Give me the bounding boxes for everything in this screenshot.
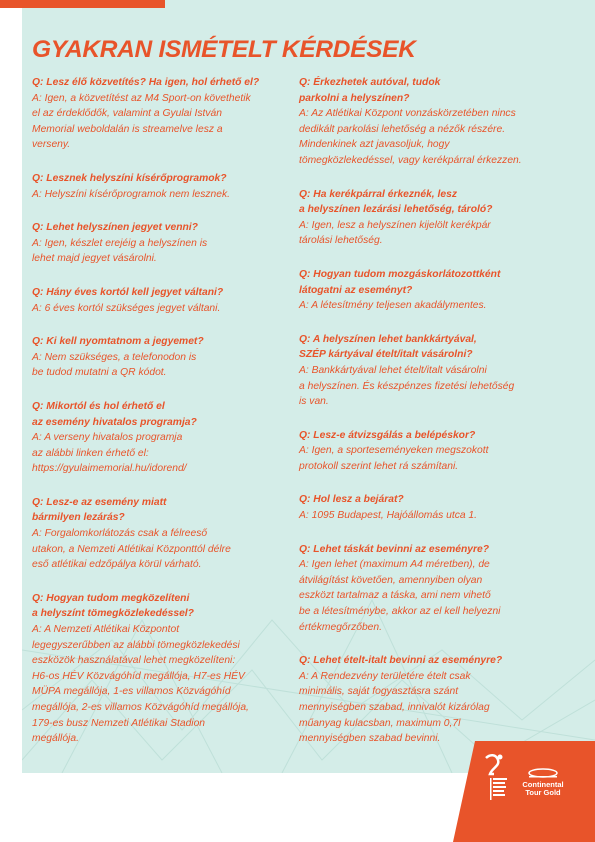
faq-question: Q: Ha kerékpárral érkeznék, lesz a helyszínen lezárási lehetőség, tároló?	[299, 188, 493, 216]
faq-answer: A: Igen lehet (maximum A4 méretben), de átvilágítást követően, amennyiben olyan eszközt tartalmaz a táska, ami nem vihető be a létesítménybe, akkor az el kell helyezni értékmegőrzőben.	[299, 559, 501, 633]
faq-question: Q: Lesznek helyszíni kísérőprogramok?	[32, 172, 227, 184]
faq-question: Q: Lesz-e az esemény miatt bármilyen lezárás?	[32, 496, 167, 524]
faq-column-right	[299, 75, 561, 765]
faq-answer: A: Az Atlétikai Központ vonzáskörzetében nincs dedikált parkolási lehetőség a nézők részére. Mindenkinek azt javasoljuk, hogy tömegközlekedéssel, vagy kerékpárral érkezzen.	[299, 108, 522, 166]
faq-answer: A: 1095 Budapest, Hajóállomás utca 1.	[299, 510, 478, 522]
page-title: GYAKRAN ISMÉTELT KÉRDÉSEK	[32, 36, 416, 63]
faq-answer: A: A Nemzeti Atlétikai Központot legegyszerűbben az alábbi tömegközlekedési eszközök használatával lehet megközelíteni: H6-os HÉV Közvágóhíd megállója, H7-es HÉV MÜPA megállója, 1-es villamos Közvágóhíd megállója, 2-es villamos Közvágóhíd megállója, 179-es busz Nemzeti Atlétikai Stadion megállója.	[32, 624, 249, 745]
faq-item	[32, 495, 294, 573]
faq-item	[299, 542, 561, 636]
faq-item	[299, 75, 561, 169]
faq-item	[32, 334, 294, 381]
faq-question: Q: Érkezhetek autóval, tudok parkolni a helyszínen?	[299, 77, 441, 104]
faq-column-left	[32, 75, 294, 765]
faq-question: Q: Lesz-e átvizsgálás a belépéskor?	[299, 429, 476, 441]
continental-tour-label: Continental Tour Gold	[522, 780, 564, 797]
faq-question: Q: Lehet ételt-italt bevinni az eseményre?	[299, 655, 503, 667]
faq-answer: A: Igen, lesz a helyszínen kijelölt kerékpár tárolási lehetőség.	[299, 219, 491, 247]
faq-answer: A: Helyszíni kísérőprogramok nem lesznek.	[32, 188, 231, 200]
faq-item	[32, 591, 294, 747]
faq-answer: A: Forgalomkorlátozás csak a félreeső utakon, a Nemzeti Atlétikai Központtól délre eső atlétikai edzőpálya körül várható.	[32, 528, 231, 571]
faq-question: Q: Hogyan tudom mozgáskorlátozottként látogatni az eseményt?	[299, 268, 501, 296]
faq-item	[299, 332, 561, 410]
top-accent-bar	[0, 0, 165, 8]
faq-answer: A: Igen, a sporteseményeken megszokott protokoll szerint lehet rá számítani.	[299, 445, 489, 472]
faq-answer: A: A Rendezvény területére ételt csak minimális, saját fogyasztásra szánt mennyiségben szabad, innivalót kizárólag műanyag kulacsban, maximum 0,7l mennyiségben szabad bevinni.	[299, 670, 490, 745]
faq-item	[32, 399, 294, 477]
faq-question: Q: Ki kell nyomtatnom a jegyemet?	[32, 336, 204, 348]
faq-item	[32, 171, 294, 202]
faq-item	[32, 285, 294, 316]
faq-answer: A: Bankkártyával lehet ételt/italt vásárolni a helyszínen. És készpénzes fizetési lehetőség is van.	[299, 364, 515, 408]
faq-item	[299, 492, 561, 523]
faq-question: Q: Hogyan tudom megközelíteni a helyszínt tömegközlekedéssel?	[32, 592, 194, 620]
faq-question: Q: Hol lesz a bejárat?	[299, 494, 404, 506]
faq-question: Q: Lehet táskát bevinni az eseményre?	[299, 543, 489, 555]
faq-answer: A: Igen, készlet erejéig a helyszínen is lehet majd jegyet vásárolni.	[32, 237, 208, 265]
faq-answer: A: A verseny hivatalos programja az alábbi linken érhető el: https://gyulaimemorial.hu/idorend/	[32, 432, 187, 475]
faq-item	[299, 267, 561, 314]
faq-answer: A: 6 éves kortól szükséges jegyet váltani.	[32, 302, 221, 314]
faq-item	[299, 428, 561, 475]
faq-answer: A: Nem szükséges, a telefonodon is be tudod mutatni a QR kódot.	[32, 351, 197, 379]
faq-question: Q: Lehet helyszínen jegyet venni?	[32, 222, 198, 234]
faq-item	[32, 75, 294, 153]
faq-question: Q: Hány éves kortól kell jegyet váltani?	[32, 286, 224, 298]
faq-question: Q: A helyszínen lehet bankkártyával, SZÉP kártyával ételt/italt vásárolni?	[299, 333, 477, 361]
memorial-logo-icon	[480, 752, 510, 802]
faq-question: Q: Mikortól és hol érhető el az esemény hivatalos programja?	[32, 400, 197, 428]
faq-answer: A: A létesítmény teljesen akadálymentes.	[299, 300, 487, 312]
faq-answer: A: Igen, a közvetítést az M4 Sport-on követhetik el az érdeklődők, valamint a Gyulai István Memorial weboldalán is streamelve lesz a verseny.	[32, 92, 251, 151]
faq-item	[299, 653, 561, 747]
faq-question: Q: Lesz élő közvetítés? Ha igen, hol érhető el?	[32, 77, 260, 88]
faq-item	[299, 187, 561, 249]
faq-item	[32, 220, 294, 267]
